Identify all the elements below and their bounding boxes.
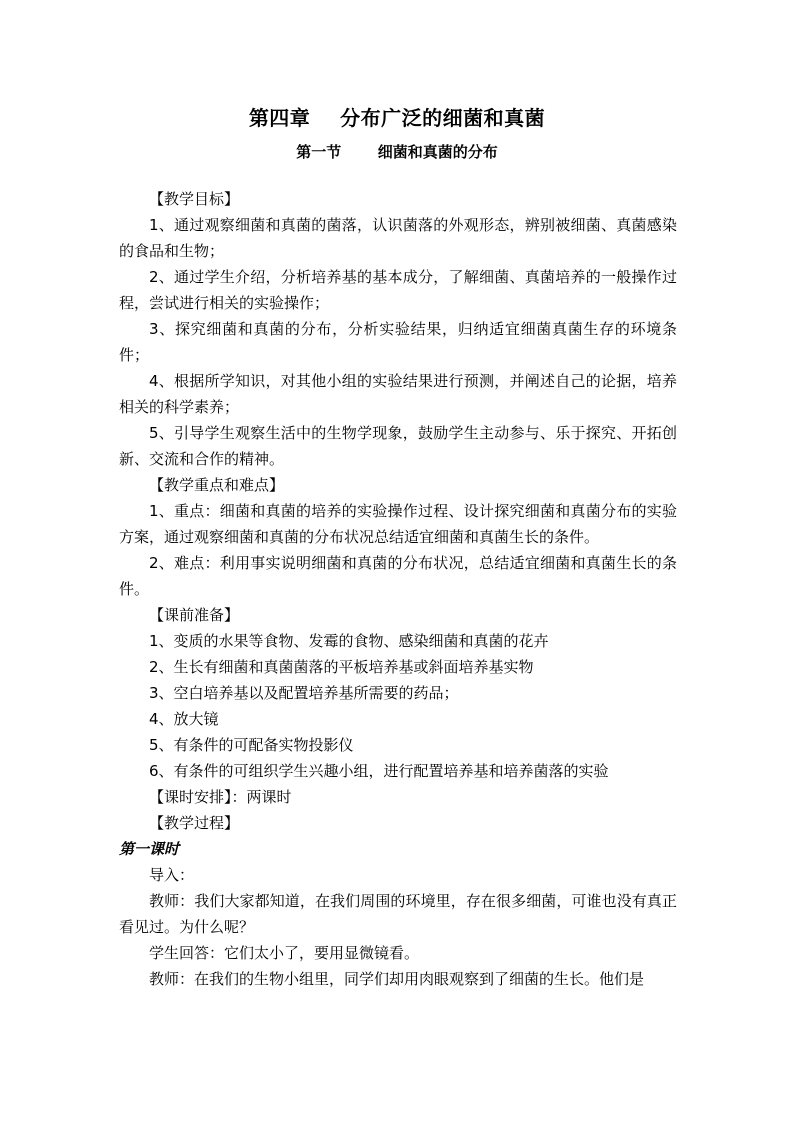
prep-item-1: 1、变质的水果等食物、发霉的食物、感染细菌和真菌的花卉 <box>149 632 549 650</box>
heading-key-points: 【教学重点和难点】 <box>149 476 285 494</box>
heading-schedule: 【课时安排】：两课时 <box>149 788 292 806</box>
key-point-2: 2、难点：利用事实说明细菌和真菌的分布状况，总结适宜细菌和真菌生长的条件。 <box>119 554 677 598</box>
section-subtitle: 第一节 细菌和真菌的分布 <box>296 143 498 161</box>
prep-item-4: 4、放大镜 <box>149 710 219 728</box>
prep-item-6: 6、有条件的可组织学生兴趣小组，进行配置培养基和培养菌落的实验 <box>149 762 609 780</box>
teacher-line-1: 教师：我们大家都知道，在我们周围的环境里，存在很多细菌，可谁也没有真正看见过。为什么呢？ <box>119 892 677 936</box>
prep-item-2: 2、生长有细菌和真菌菌落的平板培养基或斜面培养基实物 <box>149 658 534 676</box>
teacher-line-2: 教师：在我们的生物小组里，同学们却用肉眼观察到了细菌的生长。他们是 <box>149 970 645 988</box>
heading-process: 【教学过程】 <box>149 814 240 832</box>
goal-item-2: 2、通过学生介绍，分析培养基的基本成分，了解细菌、真菌培养的一般操作过程，尝试进行相关的实验操作； <box>119 268 677 312</box>
goal-item-5: 5、引导学生观察生活中的生物学现象，鼓励学生主动参与、乐于探究、开拓创新、交流和合作的精神。 <box>119 424 677 468</box>
prep-item-5: 5、有条件的可配备实物投影仪 <box>149 736 354 754</box>
goal-item-1: 1、通过观察细菌和真菌的菌落，认识菌落的外观形态，辨别被细菌、真菌感染的食品和生物； <box>119 216 677 260</box>
heading-teaching-goals: 【教学目标】 <box>149 190 240 208</box>
heading-preparation: 【课前准备】 <box>149 606 240 624</box>
goal-item-3: 3、探究细菌和真菌的分布，分析实验结果，归纳适宜细菌真菌生存的环境条件； <box>119 320 677 364</box>
student-answer: 学生回答：它们太小了，要用显微镜看。 <box>149 944 420 962</box>
prep-item-3: 3、空白培养基以及配置培养基所需要的药品； <box>149 684 459 702</box>
lesson-one-heading: 第一课时 <box>119 840 180 858</box>
chapter-title: 第四章 分布广泛的细菌和真菌 <box>248 106 546 130</box>
goal-item-4: 4、根据所学知识，对其他小组的实验结果进行预测，并阐述自己的论据，培养相关的科学素养； <box>119 372 677 416</box>
key-point-1: 1、重点：细菌和真菌的培养的实验操作过程、设计探究细菌和真菌分布的实验方案，通过观察细菌和真菌的分布状况总结适宜细菌和真菌生长的条件。 <box>119 502 677 546</box>
intro-label: 导入： <box>149 866 195 884</box>
document-body <box>119 186 677 992</box>
